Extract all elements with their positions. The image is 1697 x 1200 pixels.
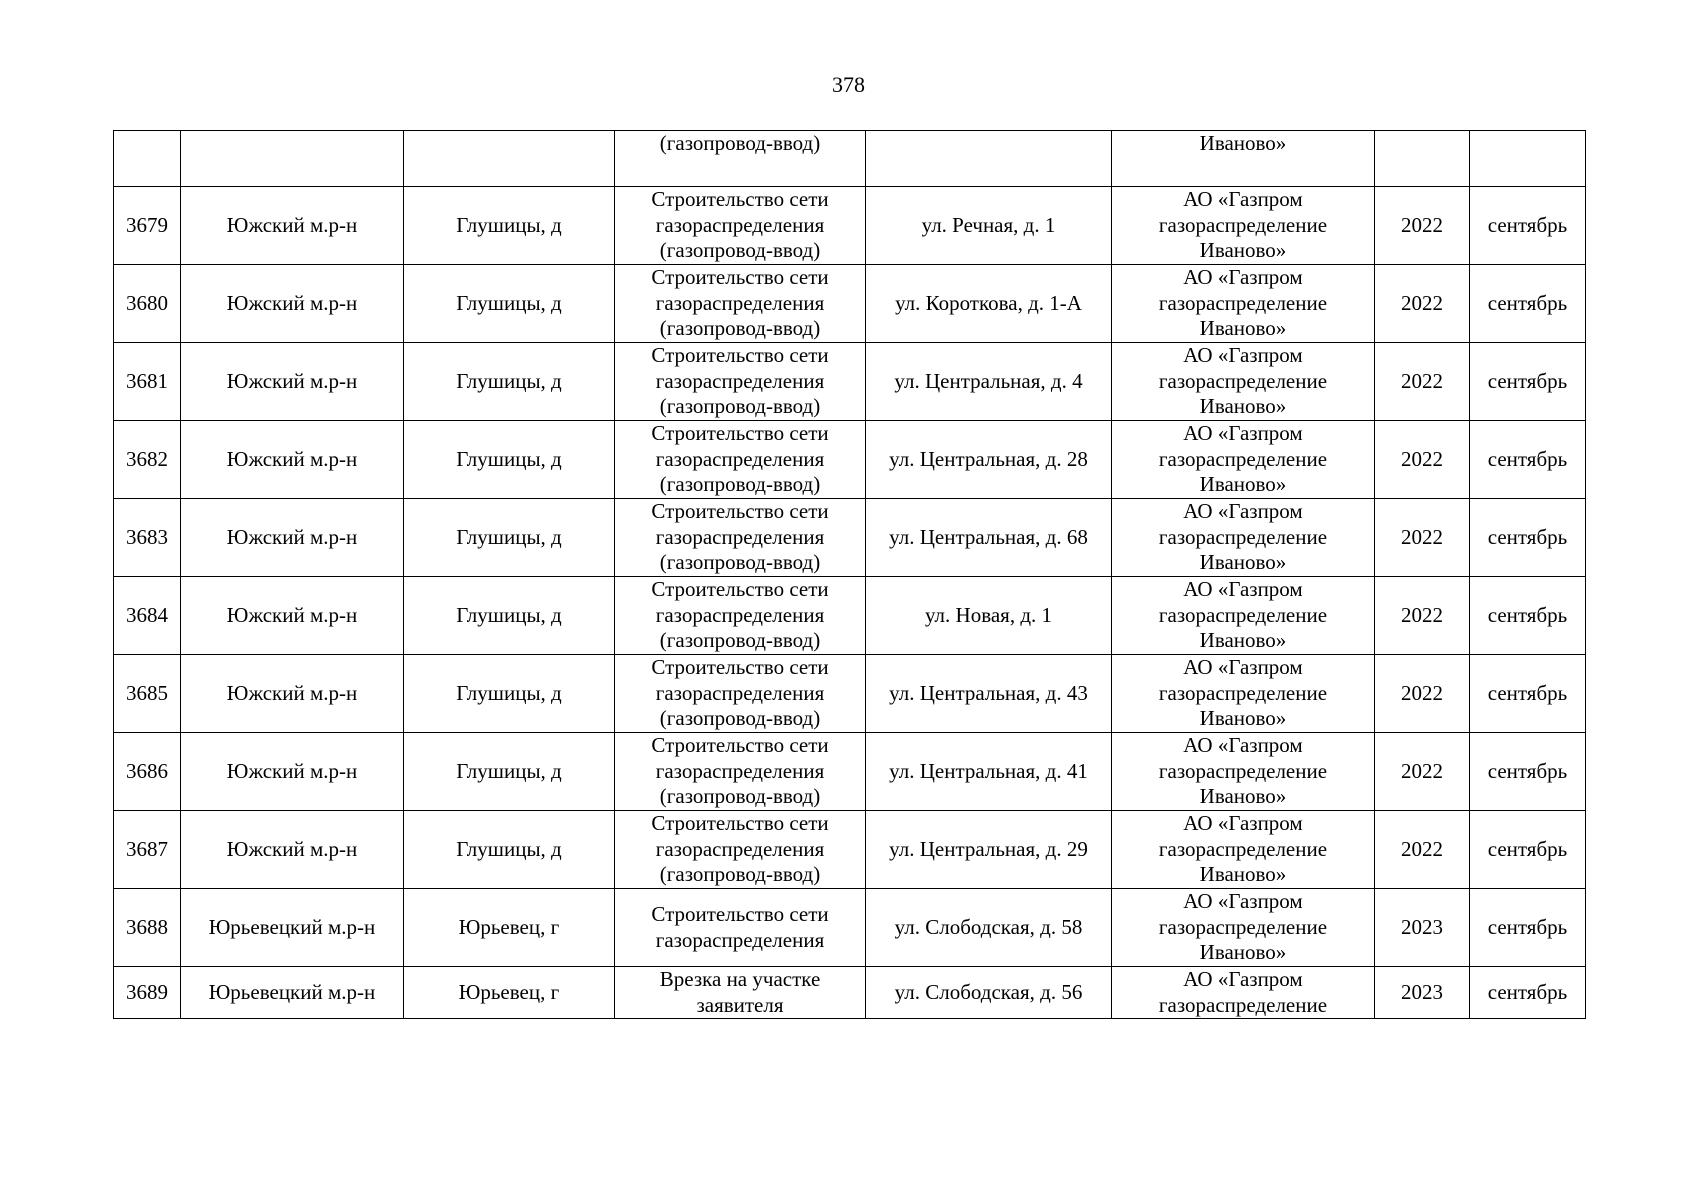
operator-line: АО «Газпром [1183, 265, 1303, 290]
cell-num: 3689 [114, 967, 181, 1019]
cell-operator [1112, 889, 1375, 967]
operator-line: газораспределение [1158, 524, 1328, 549]
cell-address: ул. Центральная, д. 43 [866, 655, 1112, 733]
work-type-line: Строительство сети [651, 499, 829, 524]
cell-work-type [615, 811, 866, 889]
cell-operator [1112, 187, 1375, 265]
operator-line: АО «Газпром [1183, 343, 1303, 368]
cell-district: Южский м.р-н [181, 187, 404, 265]
work-type-line: газораспределения [655, 212, 825, 237]
cell-num: 3679 [114, 187, 181, 265]
work-type-line: (газопровод-ввод) [659, 472, 821, 497]
operator-line: Иваново» [1199, 940, 1287, 965]
operator-line: Иваново» [1199, 706, 1287, 731]
operator-line: Иваново» [1199, 316, 1287, 341]
operator-line: Иваново» [1199, 131, 1287, 155]
cell-operator [1112, 733, 1375, 811]
cell-address: ул. Слободская, д. 58 [866, 889, 1112, 967]
work-type-line: (газопровод-ввод) [659, 131, 821, 155]
cell-year: 2022 [1375, 499, 1470, 577]
cell-district: Южский м.р-н [181, 655, 404, 733]
cell-work-type [615, 889, 866, 967]
cell-year: 2022 [1375, 655, 1470, 733]
cell-locality: Глушицы, д [404, 265, 615, 343]
cell-locality: Юрьевец, г [404, 967, 615, 1019]
cell-year: 2022 [1375, 811, 1470, 889]
work-type-line: газораспределения [655, 446, 825, 471]
work-type-line: заявителя [696, 992, 784, 1017]
cell-month: сентябрь [1470, 265, 1586, 343]
cell-locality: Глушицы, д [404, 733, 615, 811]
work-type-line: (газопровод-ввод) [659, 550, 821, 575]
table-row [114, 733, 1586, 811]
work-type-line: газораспределения [655, 927, 825, 952]
operator-line: АО «Газпром [1183, 499, 1303, 524]
cell-num: 3686 [114, 733, 181, 811]
cell-address: ул. Новая, д. 1 [866, 577, 1112, 655]
operator-line: АО «Газпром [1183, 889, 1303, 914]
cell-address: ул. Центральная, д. 29 [866, 811, 1112, 889]
work-type-line: газораспределения [655, 368, 825, 393]
work-type-line: (газопровод-ввод) [659, 862, 821, 887]
cell-work-type [615, 343, 866, 421]
cell-address: ул. Короткова, д. 1-А [866, 265, 1112, 343]
cell-month [1470, 131, 1586, 187]
operator-line: Иваново» [1199, 472, 1287, 497]
operator-line: газораспределение [1158, 290, 1328, 315]
cell-num: 3683 [114, 499, 181, 577]
work-type-line: газораспределения [655, 680, 825, 705]
cell-month: сентябрь [1470, 889, 1586, 967]
cell-num: 3688 [114, 889, 181, 967]
cell-year [1375, 131, 1470, 187]
cell-year: 2022 [1375, 577, 1470, 655]
operator-line: газораспределение [1158, 680, 1328, 705]
cell-num: 3680 [114, 265, 181, 343]
cell-district: Южский м.р-н [181, 811, 404, 889]
cell-month: сентябрь [1470, 421, 1586, 499]
operator-line: АО «Газпром [1183, 733, 1303, 758]
cell-district: Юрьевецкий м.р-н [181, 967, 404, 1019]
table-row [114, 811, 1586, 889]
table-row [114, 655, 1586, 733]
cell-operator [1112, 499, 1375, 577]
operator-line: Иваново» [1199, 238, 1287, 263]
cell-operator [1112, 421, 1375, 499]
page-number: 378 [832, 72, 865, 97]
table-row [114, 499, 1586, 577]
cell-work-type [615, 421, 866, 499]
work-type-line: Строительство сети [651, 811, 829, 836]
cell-district: Южский м.р-н [181, 733, 404, 811]
table-row [114, 343, 1586, 421]
cell-year: 2022 [1375, 265, 1470, 343]
operator-line: газораспределение [1158, 602, 1328, 627]
work-type-line: (газопровод-ввод) [659, 316, 821, 341]
work-type-line: газораспределения [655, 290, 825, 315]
cell-month: сентябрь [1470, 577, 1586, 655]
operator-line: газораспределение [1158, 446, 1328, 471]
continuation-row [114, 131, 1586, 187]
cell-address: ул. Центральная, д. 68 [866, 499, 1112, 577]
cell-month: сентябрь [1470, 655, 1586, 733]
table-row [114, 577, 1586, 655]
cell-year: 2022 [1375, 187, 1470, 265]
work-type-line: (газопровод-ввод) [659, 394, 821, 419]
operator-line: АО «Газпром [1183, 655, 1303, 680]
work-type-line: Строительство сети [651, 577, 829, 602]
work-type-line: (газопровод-ввод) [659, 706, 821, 731]
cell-month: сентябрь [1470, 187, 1586, 265]
cell-district: Южский м.р-н [181, 343, 404, 421]
cell-num: 3687 [114, 811, 181, 889]
cell-year: 2023 [1375, 889, 1470, 967]
cell-operator [1112, 577, 1375, 655]
gasification-schedule-table [113, 130, 1586, 1019]
work-type-line: Строительство сети [651, 733, 829, 758]
work-type-line: Строительство сети [651, 421, 829, 446]
cell-locality: Глушицы, д [404, 577, 615, 655]
operator-line: газораспределение [1158, 368, 1328, 393]
cell-work-type [615, 733, 866, 811]
cell-locality: Юрьевец, г [404, 889, 615, 967]
cell-address: ул. Центральная, д. 4 [866, 343, 1112, 421]
cell-district [181, 131, 404, 187]
work-type-line: (газопровод-ввод) [659, 238, 821, 263]
work-type-line: (газопровод-ввод) [659, 628, 821, 653]
work-type-line: Строительство сети [651, 902, 829, 926]
cell-address: ул. Речная, д. 1 [866, 187, 1112, 265]
work-type-line: Строительство сети [651, 187, 829, 212]
operator-line: Иваново» [1199, 628, 1287, 653]
cell-num: 3685 [114, 655, 181, 733]
work-type-line: Строительство сети [651, 655, 829, 680]
table-row [114, 889, 1586, 967]
cell-locality: Глушицы, д [404, 343, 615, 421]
table-row [114, 187, 1586, 265]
cell-address: ул. Центральная, д. 41 [866, 733, 1112, 811]
operator-line: Иваново» [1199, 394, 1287, 419]
cell-work-type [615, 967, 866, 1019]
cell-work-type [615, 265, 866, 343]
cell-operator [1112, 131, 1375, 187]
cell-num [114, 131, 181, 187]
cell-locality: Глушицы, д [404, 655, 615, 733]
cell-year: 2022 [1375, 733, 1470, 811]
work-type-line: газораспределения [655, 602, 825, 627]
work-type-line: Врезка на участке [659, 967, 821, 991]
work-type-line: газораспределения [655, 836, 825, 861]
operator-line: газораспределение [1158, 758, 1328, 783]
cell-work-type [615, 131, 866, 187]
work-type-line: газораспределения [655, 758, 825, 783]
cell-district: Юрьевецкий м.р-н [181, 889, 404, 967]
cell-locality [404, 131, 615, 187]
cell-work-type [615, 499, 866, 577]
cell-year: 2022 [1375, 343, 1470, 421]
work-type-line: Строительство сети [651, 265, 829, 290]
operator-line: газораспределение [1158, 836, 1328, 861]
operator-line: АО «Газпром [1183, 421, 1303, 446]
table-row [114, 967, 1586, 1019]
operator-line: АО «Газпром [1183, 967, 1303, 991]
cell-work-type [615, 577, 866, 655]
cell-district: Южский м.р-н [181, 577, 404, 655]
cell-month: сентябрь [1470, 811, 1586, 889]
cell-address [866, 131, 1112, 187]
cell-year: 2022 [1375, 421, 1470, 499]
cell-num: 3682 [114, 421, 181, 499]
operator-line: Иваново» [1199, 550, 1287, 575]
cell-month: сентябрь [1470, 499, 1586, 577]
cell-locality: Глушицы, д [404, 187, 615, 265]
cell-operator [1112, 811, 1375, 889]
operator-line: Иваново» [1199, 784, 1287, 809]
cell-num: 3681 [114, 343, 181, 421]
cell-month: сентябрь [1470, 733, 1586, 811]
table-row [114, 421, 1586, 499]
cell-operator [1112, 967, 1375, 1019]
cell-locality: Глушицы, д [404, 499, 615, 577]
operator-line: АО «Газпром [1183, 577, 1303, 602]
table-body [114, 131, 1586, 1019]
operator-line: Иваново» [1199, 862, 1287, 887]
work-type-line: газораспределения [655, 524, 825, 549]
table-row [114, 265, 1586, 343]
cell-operator [1112, 265, 1375, 343]
operator-line: газораспределение [1158, 914, 1328, 939]
cell-num: 3684 [114, 577, 181, 655]
cell-year: 2023 [1375, 967, 1470, 1019]
operator-line: газораспределение [1158, 992, 1328, 1017]
cell-locality: Глушицы, д [404, 811, 615, 889]
operator-line: АО «Газпром [1183, 811, 1303, 836]
cell-locality: Глушицы, д [404, 421, 615, 499]
cell-address: ул. Слободская, д. 56 [866, 967, 1112, 1019]
cell-operator [1112, 343, 1375, 421]
cell-district: Южский м.р-н [181, 265, 404, 343]
cell-work-type [615, 187, 866, 265]
work-type-line: (газопровод-ввод) [659, 784, 821, 809]
cell-address: ул. Центральная, д. 28 [866, 421, 1112, 499]
cell-work-type [615, 655, 866, 733]
cell-month: сентябрь [1470, 967, 1586, 1019]
operator-line: газораспределение [1158, 212, 1328, 237]
cell-district: Южский м.р-н [181, 421, 404, 499]
cell-operator [1112, 655, 1375, 733]
work-type-line: Строительство сети [651, 343, 829, 368]
cell-district: Южский м.р-н [181, 499, 404, 577]
cell-month: сентябрь [1470, 343, 1586, 421]
operator-line: АО «Газпром [1183, 187, 1303, 212]
